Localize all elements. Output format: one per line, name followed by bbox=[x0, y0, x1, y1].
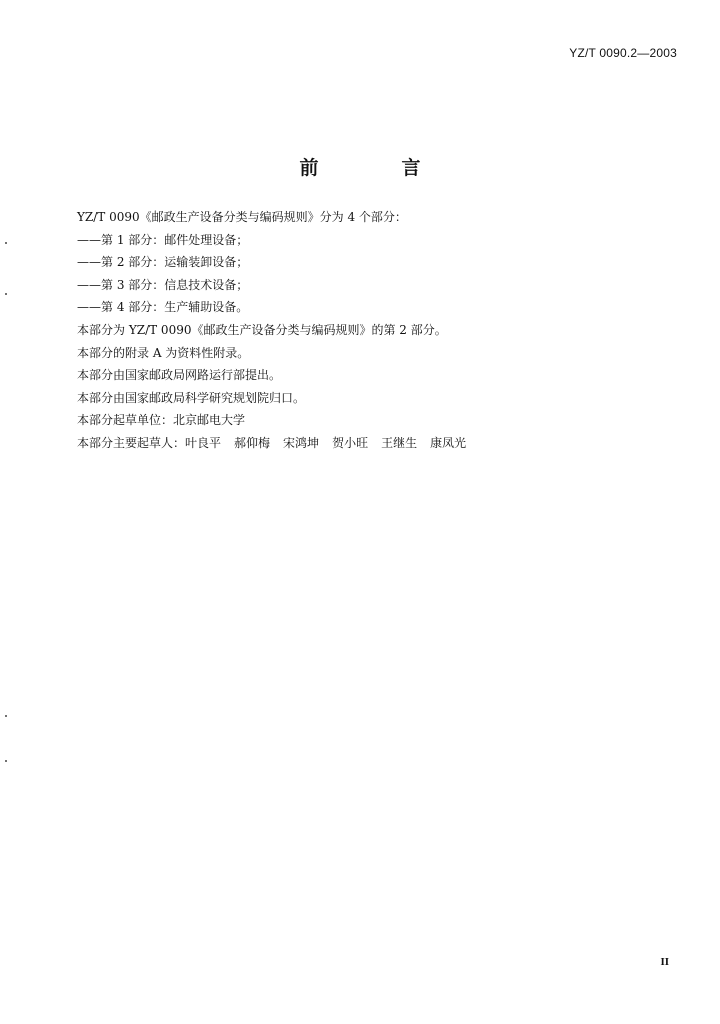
scan-speck bbox=[5, 242, 7, 244]
paragraph-drafters bbox=[77, 432, 657, 455]
drafter-name: 康凤光 bbox=[430, 435, 467, 450]
drafter-name: 郝仰梅 bbox=[234, 435, 271, 450]
scan-speck bbox=[5, 760, 7, 762]
page-number: II bbox=[660, 956, 669, 968]
list-item-part-4: ——第 4 部分：生产辅助设备。 bbox=[77, 300, 249, 315]
page-title: 前 言 bbox=[299, 157, 453, 179]
paragraph-proposed-by: 本部分由国家邮政局网路运行部提出。 bbox=[77, 368, 282, 383]
drafter-name: 宋鸿坤 bbox=[283, 435, 320, 450]
standard-number: YZ/T 0090.2—2003 bbox=[569, 46, 677, 60]
list-item-part-3: ——第 3 部分：信息技术设备； bbox=[77, 277, 249, 292]
paragraph-annex: 本部分的附录 A 为资料性附录。 bbox=[77, 345, 250, 360]
drafter-name: 王继生 bbox=[381, 435, 418, 450]
scan-speck bbox=[5, 715, 7, 717]
scan-speck bbox=[5, 293, 7, 295]
drafter-name: 叶良平 bbox=[185, 435, 222, 450]
paragraph-this-part: 本部分为 YZ/T 0090《邮政生产设备分类与编码规则》的第 2 部分。 bbox=[77, 322, 447, 337]
paragraph-parts-intro: YZ/T 0090《邮政生产设备分类与编码规则》分为 4 个部分： bbox=[77, 210, 407, 224]
list-item-part-2: ——第 2 部分：运输装卸设备； bbox=[77, 255, 249, 270]
foreword-body bbox=[77, 206, 657, 455]
drafter-name: 贺小旺 bbox=[332, 435, 369, 450]
paragraph-centralized-by: 本部分由国家邮政局科学研究规划院归口。 bbox=[77, 390, 306, 405]
paragraph-drafting-unit: 本部分起草单位：北京邮电大学 bbox=[77, 413, 246, 428]
list-item-part-1: ——第 1 部分：邮件处理设备； bbox=[77, 232, 249, 247]
drafters-label: 本部分主要起草人： bbox=[77, 435, 186, 450]
